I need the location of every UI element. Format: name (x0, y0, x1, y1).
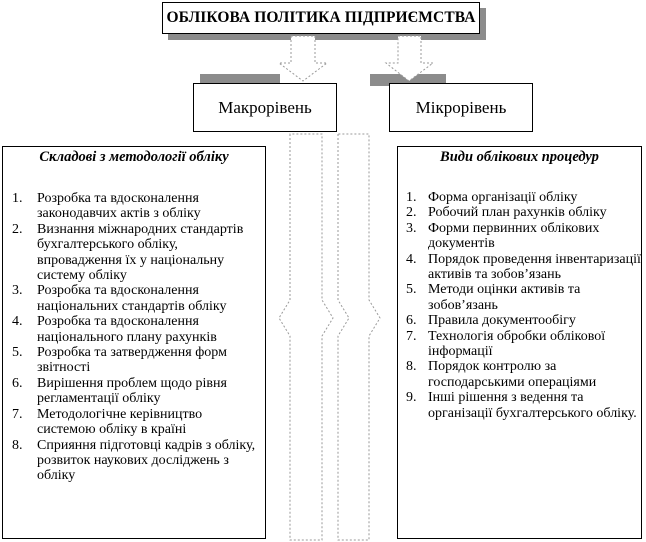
procedure-item-text: Інші рішення з ведення та організації бухгалтерського обліку. (428, 390, 637, 421)
arrow-down-macro-icon (279, 36, 327, 81)
procedure-item-text: Порядок контролю за господарськими операціями (428, 359, 597, 390)
procedure-item-number: 7. (406, 328, 417, 344)
procedure-item-number: 4. (406, 251, 417, 267)
procedure-item-number: 2. (406, 205, 417, 221)
methodology-item-number: 1. (12, 191, 23, 206)
procedure-item (406, 190, 641, 205)
methodology-item-number: 6. (12, 375, 23, 391)
procedure-item (406, 252, 641, 283)
methodology-item-text: Розробка та вдосконалення національного плану рахунків (37, 314, 217, 345)
methodology-item-number: 8. (12, 437, 23, 453)
procedure-item (406, 359, 641, 390)
methodology-item-text: Розробка та вдосконалення законодавчих актів з обліку (37, 191, 201, 222)
methodology-item-text: Визнання міжнародних стандартів бухгалтерського обліку, впровадження їх у національну систему обліку (37, 221, 244, 284)
methodology-item-text: Сприяння підготовці кадрів з обліку, розвиток наукових досліджень з обліку (37, 437, 256, 484)
procedure-item-number: 1. (406, 190, 417, 205)
procedure-item (406, 329, 641, 360)
methodology-item (12, 438, 262, 484)
procedure-item-text: Методи оцінки активів та зобов’язань (428, 282, 581, 313)
procedure-item-text: Технологія обробки облікової інформації (428, 328, 606, 360)
procedure-item-text: Правила документообігу (428, 313, 576, 329)
procedure-item (406, 390, 641, 421)
macro-level-box: Макрорівень (193, 83, 337, 132)
methodology-item (12, 314, 262, 345)
procedure-item (406, 313, 641, 328)
methodology-item (12, 345, 262, 376)
procedure-item (406, 205, 641, 220)
methodology-item-text: Розробка та вдосконалення національних стандартів обліку (37, 283, 227, 314)
methodology-item-number: 5. (12, 345, 23, 361)
procedure-item-number: 8. (406, 359, 417, 375)
micro-level-box: Мікрорівень (389, 83, 533, 132)
center-connector-left (279, 134, 333, 540)
methodology-panel (2, 146, 266, 539)
procedures-list (406, 190, 641, 421)
procedure-item-number: 3. (406, 220, 417, 236)
methodology-item-number: 7. (12, 406, 23, 422)
procedures-panel-title: Види облікових процедур (440, 149, 599, 165)
methodology-item-number: 3. (12, 283, 23, 299)
methodology-panel-title: Складові з методології обліку (39, 149, 229, 165)
methodology-item-number: 2. (12, 221, 23, 237)
diagram-title: ОБЛІКОВА ПОЛІТИКА ПІДПРИЄМСТВА (162, 2, 480, 34)
procedure-item-number: 9. (406, 390, 417, 406)
methodology-item-text: Розробка та затвердження форм звітності (37, 345, 227, 376)
center-connector-right (338, 134, 380, 540)
methodology-item (12, 191, 262, 222)
procedure-item-text: Форма організації обліку (428, 190, 578, 205)
methodology-item (12, 407, 262, 438)
methodology-item (12, 376, 262, 407)
methodology-item-text: Вирішення проблем щодо рівня регламентації обліку (37, 375, 227, 407)
methodology-item (12, 222, 262, 284)
procedures-panel (397, 146, 642, 539)
procedure-item-text: Форми первинних облікових документів (428, 220, 600, 252)
procedure-item-number: 5. (406, 282, 417, 298)
methodology-item (12, 283, 262, 314)
procedure-item-number: 6. (406, 313, 417, 329)
methodology-item-text: Методологічне керівництво системою обліку в країні (37, 406, 203, 438)
procedure-item-text: Порядок проведення інвентаризації активів та зобов’язань (428, 251, 641, 283)
procedure-item (406, 221, 641, 252)
procedure-item (406, 282, 641, 313)
methodology-list (12, 191, 262, 484)
procedure-item-text: Робочий план рахунків обліку (428, 205, 607, 221)
methodology-item-number: 4. (12, 314, 23, 330)
